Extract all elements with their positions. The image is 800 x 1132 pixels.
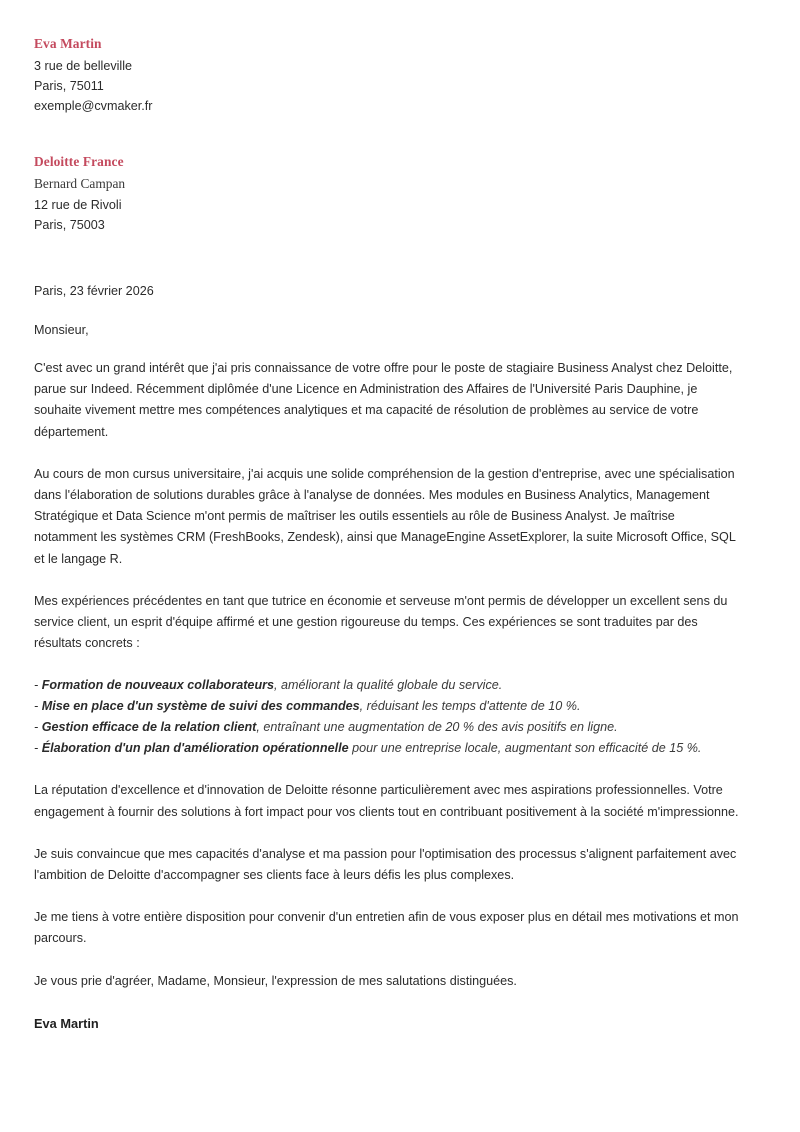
achievement-rest: , réduisant les temps d'attente de 10 %. bbox=[359, 699, 581, 714]
recipient-contact-name: Bernard Campan bbox=[34, 176, 126, 191]
letter-signature: Eva Martin bbox=[34, 1015, 99, 1031]
achievement-lead: Élaboration d'un plan d'amélioration opérationnelle bbox=[41, 741, 349, 756]
achievement-lead: Mise en place d'un système de suivi des commandes bbox=[41, 699, 360, 714]
letter-body bbox=[34, 358, 740, 992]
spacer-date-salutation bbox=[34, 302, 740, 320]
body-paragraph-6: Je me tiens à votre entière disposition pour convenir d'un entretien afin de vous exposer plus en détail mes motivations et mon parcours. bbox=[34, 910, 739, 946]
sender-address-line-2: Paris, 75011 bbox=[34, 79, 104, 93]
achievement-dash: - bbox=[34, 720, 42, 735]
sender-address-block bbox=[34, 34, 740, 116]
letter-closing: Je vous prie d'agréer, Madame, Monsieur, l'expression de mes salutations distinguées. bbox=[34, 973, 517, 988]
spacer-salutation-body bbox=[34, 341, 740, 358]
sender-address-line-1: 3 rue de belleville bbox=[34, 59, 133, 73]
sender-name: Eva Martin bbox=[34, 36, 102, 51]
spacer-recipient-date bbox=[34, 235, 740, 281]
achievement-lead: Formation de nouveaux collaborateurs bbox=[41, 678, 275, 693]
achievement-dash: - bbox=[34, 741, 42, 756]
achievement-lead: Gestion efficace de la relation client bbox=[41, 720, 257, 735]
body-paragraph-4: La réputation d'excellence et d'innovation de Deloitte résonne particulièrement avec mes aspirations professionnelles. Votre engagement à fournir des solutions à fort impact pour vos clients tout en contribuant positivement à la société m'impressionne. bbox=[34, 783, 739, 819]
achievements-list bbox=[34, 675, 740, 759]
list-item bbox=[34, 696, 740, 717]
achievement-dash: - bbox=[34, 678, 42, 693]
list-item bbox=[34, 717, 740, 738]
letter-salutation: Monsieur, bbox=[34, 323, 89, 337]
body-paragraph-2: Au cours de mon cursus universitaire, j'ai acquis une solide compréhension de la gestion d'entreprise, avec une spécialisation dans l'élaboration de solutions durables grâce à l'analyse de données. Mes modules en Business Analytics, Management Stratégique et Data Science m'ont permis de maîtriser les outils essentiels au rôle de Business Analyst. Je maîtrise notamment les systèmes CRM (FreshBooks, Zendesk), ainsi que ManageEngine AssetExplorer, la suite Microsoft Office, SQL et le langage R. bbox=[34, 466, 736, 566]
recipient-address-block bbox=[34, 152, 740, 235]
recipient-address-line-1: 12 rue de Rivoli bbox=[34, 198, 122, 212]
list-item bbox=[34, 675, 740, 696]
body-paragraph-1: C'est avec un grand intérêt que j'ai pris connaissance de votre offre pour le poste de stagiaire Business Analyst chez Deloitte, parue sur Indeed. Récemment diplômée d'une Licence en Administration des Affaires de l'Université Paris Dauphine, je souhaite vivement mettre mes compétences analytiques et ma capacité de résolution de problèmes au service de votre département. bbox=[34, 361, 733, 439]
letter-date: Paris, 23 février 2026 bbox=[34, 284, 154, 298]
sender-email: exemple@cvmaker.fr bbox=[34, 99, 153, 113]
achievement-rest: , améliorant la qualité globale du service. bbox=[274, 678, 503, 693]
achievement-rest: pour une entreprise locale, augmentant son efficacité de 15 %. bbox=[348, 741, 702, 756]
list-item bbox=[34, 738, 740, 759]
recipient-company: Deloitte France bbox=[34, 154, 124, 169]
spacer-before-signature bbox=[34, 992, 740, 1013]
achievement-dash: - bbox=[34, 699, 42, 714]
spacer-sender-recipient bbox=[34, 116, 740, 152]
achievement-rest: , entraînant une augmentation de 20 % des avis positifs en ligne. bbox=[256, 720, 618, 735]
body-paragraph-3: Mes expériences précédentes en tant que tutrice en économie et serveuse m'ont permis de développer un excellent sens du service client, un esprit d'équipe affirmé et une gestion rigoureuse du temps. Ces expériences se sont traduites par des résultats concrets : bbox=[34, 593, 728, 651]
body-paragraph-5: Je suis convaincue que mes capacités d'analyse et ma passion pour l'optimisation des processus s'alignent parfaitement avec l'ambition de Deloitte d'accompagner ses clients face à leurs défis les plus complexes. bbox=[34, 846, 737, 883]
recipient-address-line-2: Paris, 75003 bbox=[34, 218, 105, 232]
